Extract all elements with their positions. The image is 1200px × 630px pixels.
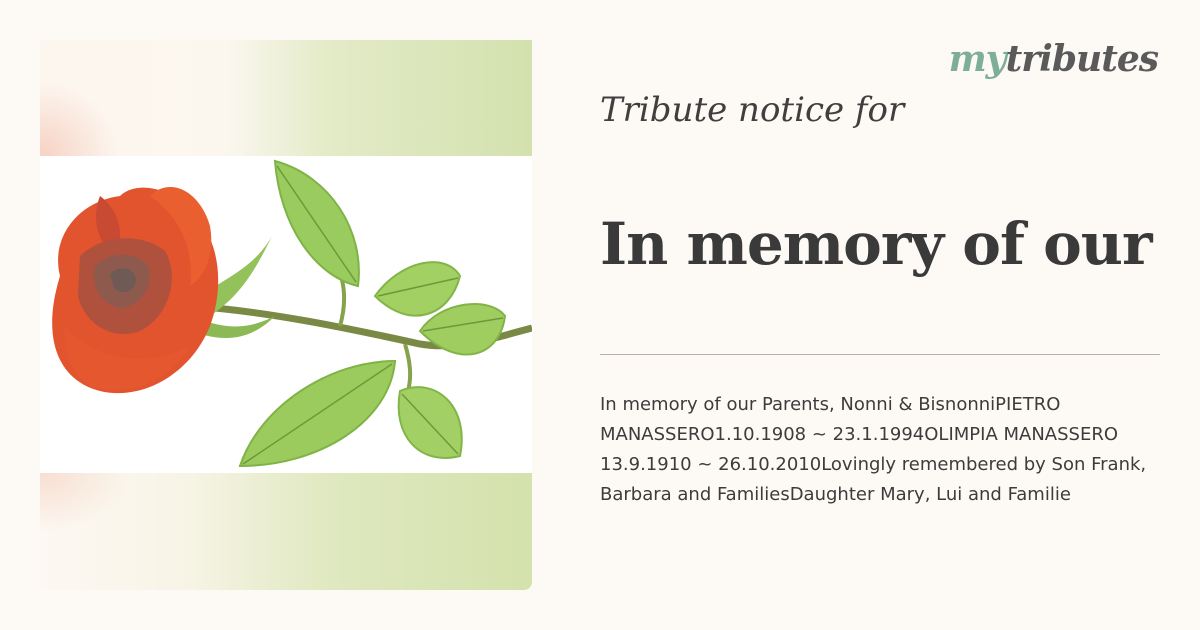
- photo-gradient-bottom: [40, 473, 532, 590]
- rose-image: [40, 156, 532, 473]
- mytributes-logo[interactable]: [949, 38, 1158, 80]
- rose-flower-icon: [52, 187, 218, 393]
- notice-headline: In memory of our: [600, 210, 1152, 278]
- notice-body: In memory of our Parents, Nonni & BisnonniPIETRO MANASSERO1.10.1908 ~ 23.1.1994OLIMPIA MANASSERO 13.9.1910 ~ 26.10.2010Lovingly remembered by Son Frank, Barbara and FamiliesDaughter Mary, Lui and Familie: [600, 394, 1147, 505]
- logo-my: my: [948, 38, 1006, 80]
- leaf-icon: [240, 361, 395, 466]
- logo-tributes: tributes: [1005, 38, 1158, 80]
- notice-label: Tribute notice for: [600, 90, 905, 130]
- leaf-icon: [275, 161, 359, 286]
- photo-gradient-top: [40, 40, 532, 156]
- tribute-photo: [40, 40, 532, 590]
- divider: [600, 354, 1160, 355]
- leaf-icon: [375, 262, 460, 316]
- leaf-icon: [399, 387, 462, 458]
